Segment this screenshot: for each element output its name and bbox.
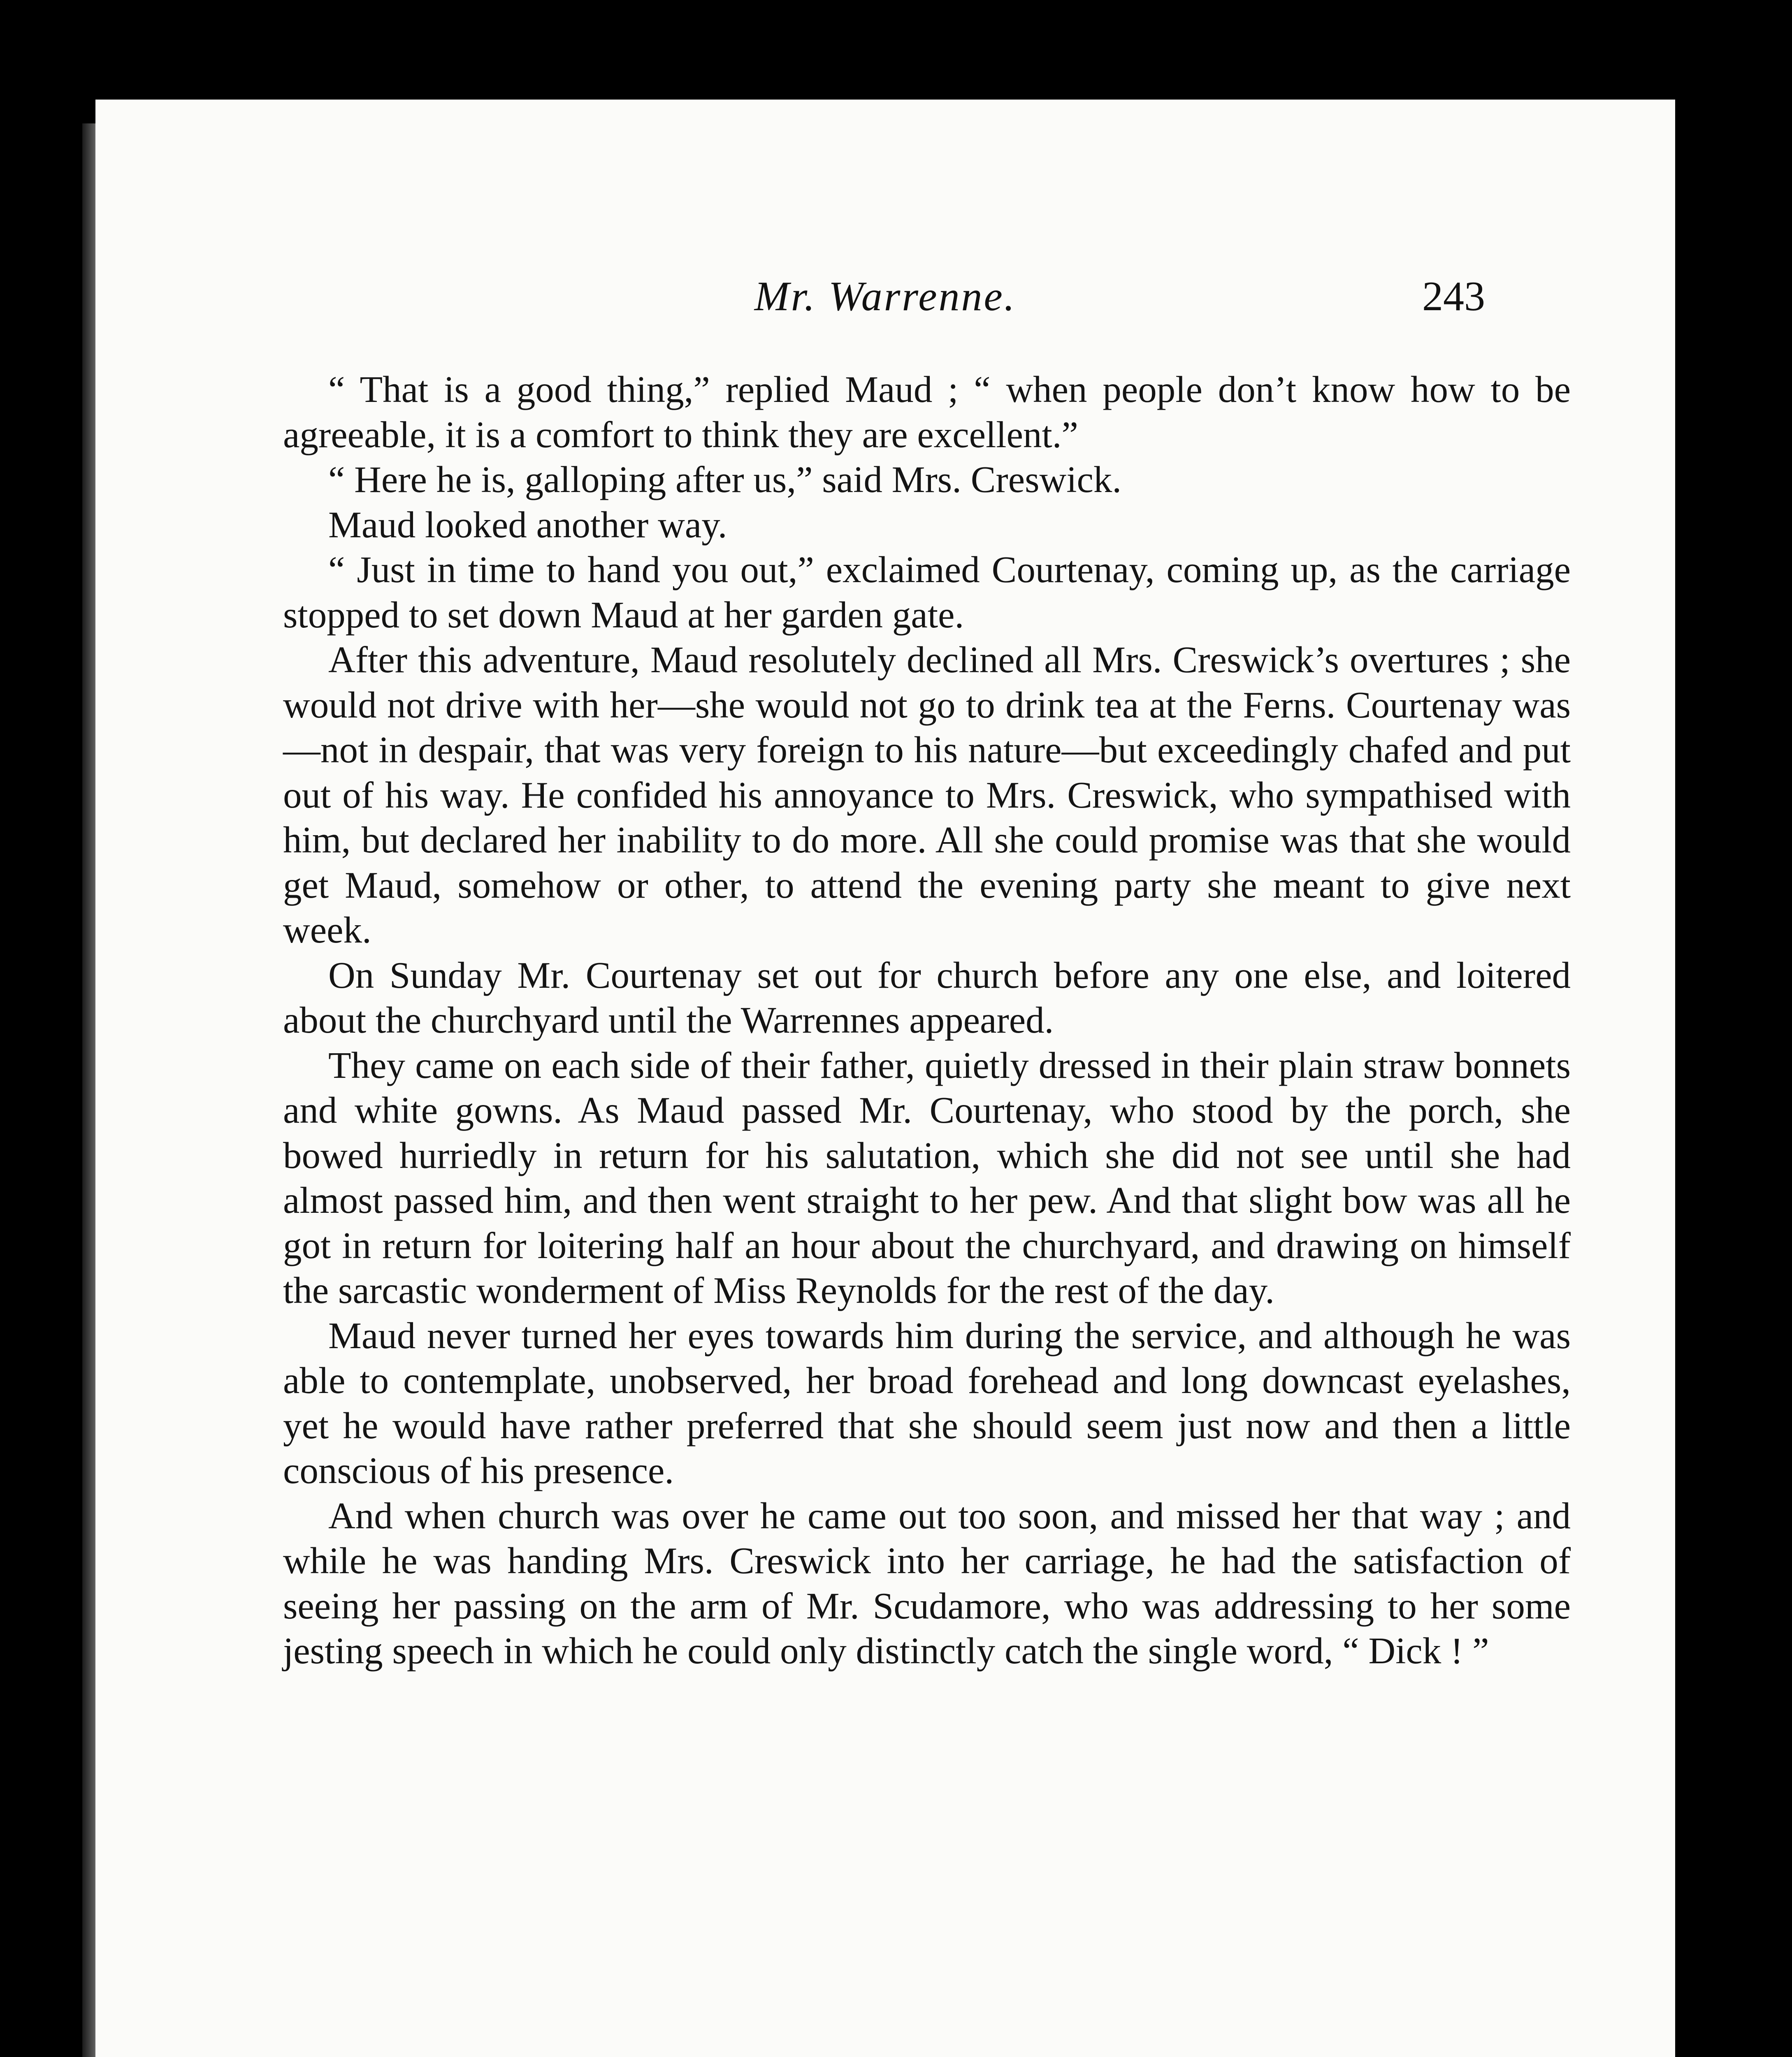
paragraph: “ That is a good thing,” replied Maud ; “ when people don’t know how to be agreeable, it is a comfort to think they are excellent.” xyxy=(283,369,1571,455)
paragraph: After this adventure, Maud resolutely declined all Mrs. Creswick’s overtures ; she would not drive with her—she would not go to drink tea at the Ferns. Courtenay was—not in despair, that was very foreign to his nature—but exceedingly chafed and put out of his way. He confided his annoyance to Mrs. Creswick, who sympathised with him, but declared her inability to do more. All she could promise was that she would get Maud, somehow or other, to attend the evening party she meant to give next week. xyxy=(283,639,1571,951)
paragraph: And when church was over he came out too soon, and missed her that way ; and while he was handing Mrs. Creswick into her carriage, he had the satisfaction of seeing her passing on the arm of Mr. Scudamore, who was addressing to her some jesting speech in which he could only distinctly catch the single word, “ Dick ! ” xyxy=(283,1495,1571,1672)
body-text-top xyxy=(283,367,1571,1674)
page-number: 243 xyxy=(1422,273,1485,320)
paragraph: “ Just in time to hand you out,” exclaimed Courtenay, coming up, as the carriage stopped to set down Maud at her garden gate. xyxy=(283,549,1571,636)
paragraph: “ Here he is, galloping after us,” said Mrs. Creswick. xyxy=(328,459,1122,500)
paragraph: On Sunday Mr. Courtenay set out for church before any one else, and loitered about the churchyard until the Warrennes appeared. xyxy=(283,954,1571,1041)
paragraph: Maud never turned her eyes towards him during the service, and although he was able to contemplate, unobserved, her broad forehead and long downcast eyelashes, yet he would have rather preferred that she should seem just now and then a little conscious of his presence. xyxy=(283,1314,1571,1491)
running-head xyxy=(95,272,1675,334)
paragraph: They came on each side of their father, quietly dressed in their plain straw bonnets and white gowns. As Maud passed Mr. Courtenay, who stood by the porch, she bowed hurriedly in return for his salutation, which she did not see until she had almost passed him, and then went straight to her pew. And that slight bow was all he got in return for loitering half an hour about the churchyard, and drawing on himself the sarcastic wonderment of Miss Reynolds for the rest of the day. xyxy=(283,1044,1571,1311)
book-page xyxy=(95,100,1675,2057)
running-head-title: Mr. Warrenne. xyxy=(754,273,1017,320)
paragraph: Maud looked another way. xyxy=(328,504,727,546)
